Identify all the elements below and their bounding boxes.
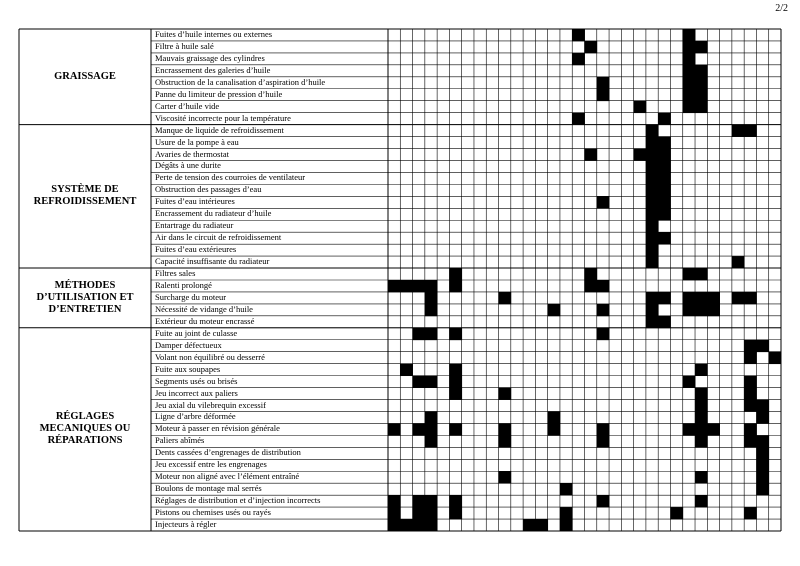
filled-cell xyxy=(523,519,536,531)
filled-cell xyxy=(646,256,659,268)
row-label-cell xyxy=(155,304,386,316)
filled-cell xyxy=(413,495,426,507)
filled-cell xyxy=(449,423,462,435)
filled-cell xyxy=(658,113,671,125)
filled-cell xyxy=(400,364,413,376)
row-label: Réglages de distribution et d’injection incorrects xyxy=(155,495,321,506)
filled-cell xyxy=(646,125,659,137)
filled-cell xyxy=(646,316,659,328)
row-label-cell xyxy=(155,196,386,208)
filled-cell xyxy=(597,196,610,208)
row-label: Avaries de thermostat xyxy=(155,148,229,159)
row-label-cell xyxy=(155,447,386,459)
row-label: Nécessité de vidange d’huile xyxy=(155,303,253,314)
filled-cell xyxy=(683,29,696,41)
filled-cell xyxy=(634,149,647,161)
row-label-cell xyxy=(155,352,386,364)
filled-cell xyxy=(744,292,757,304)
filled-cell xyxy=(658,149,671,161)
filled-cell xyxy=(449,495,462,507)
filled-cell xyxy=(646,172,659,184)
row-label: Surcharge du moteur xyxy=(155,291,227,302)
filled-cell xyxy=(449,376,462,388)
filled-cell xyxy=(683,423,696,435)
filled-cell xyxy=(449,280,462,292)
row-label-cell xyxy=(155,89,386,101)
filled-cell xyxy=(756,400,769,412)
filled-cell xyxy=(658,184,671,196)
filled-cell xyxy=(646,137,659,149)
row-label: Capacité insuffisante du radiateur xyxy=(155,256,270,267)
filled-cell xyxy=(658,292,671,304)
filled-cell xyxy=(425,519,438,531)
filled-cell xyxy=(400,519,413,531)
filled-cell xyxy=(695,89,708,101)
filled-cell xyxy=(744,376,757,388)
filled-cell xyxy=(560,483,573,495)
row-label: Damper défectueux xyxy=(155,339,222,350)
row-label: Moteur non aligné avec l’élément entraîné xyxy=(155,471,300,482)
row-label: Jeu axial du vilebrequin excessif xyxy=(155,399,266,410)
filled-cell xyxy=(658,172,671,184)
row-label-cell xyxy=(155,507,386,519)
filled-cell xyxy=(634,101,647,113)
filled-cell xyxy=(756,471,769,483)
filled-cell xyxy=(548,304,561,316)
filled-cell xyxy=(683,53,696,65)
row-label-cell xyxy=(155,125,386,137)
row-label-cell xyxy=(155,328,386,340)
filled-cell xyxy=(425,507,438,519)
filled-cell xyxy=(597,304,610,316)
filled-cell xyxy=(744,423,757,435)
filled-cell xyxy=(597,423,610,435)
filled-cell xyxy=(499,471,512,483)
row-label-cell xyxy=(155,77,386,89)
filled-cell xyxy=(658,208,671,220)
row-label-cell xyxy=(155,160,386,172)
filled-cell xyxy=(413,519,426,531)
row-label: Carter d’huile vide xyxy=(155,100,220,111)
row-label: Jeu incorrect aux paliers xyxy=(155,387,238,398)
filled-cell xyxy=(744,352,757,364)
filled-cell xyxy=(585,41,598,53)
section-cell xyxy=(19,125,151,268)
filled-cell xyxy=(683,89,696,101)
section-title: MÉTHODES D’UTILISATION ET D’ENTRETIEN xyxy=(36,279,134,315)
row-label-cell xyxy=(155,316,386,328)
filled-cell xyxy=(695,423,708,435)
filled-cell xyxy=(597,495,610,507)
filled-cell xyxy=(572,113,585,125)
row-label-cell xyxy=(155,435,386,447)
filled-cell xyxy=(548,411,561,423)
filled-cell xyxy=(449,328,462,340)
row-label: Jeu excessif entre les engrenages xyxy=(155,459,267,470)
row-label: Fuites d’eau extérieures xyxy=(155,244,237,255)
filled-cell xyxy=(413,280,426,292)
filled-cell xyxy=(683,101,696,113)
filled-cell xyxy=(388,507,401,519)
row-label: Entartrage du radiateur xyxy=(155,220,234,231)
row-label-cell xyxy=(155,280,386,292)
row-label: Perte de tension des courroies de ventilateur xyxy=(155,172,306,183)
filled-cell xyxy=(683,268,696,280)
row-label: Fuite aux soupapes xyxy=(155,363,221,374)
row-label-cell xyxy=(155,256,386,268)
filled-cell xyxy=(597,280,610,292)
row-label-cell xyxy=(155,244,386,256)
filled-cell xyxy=(695,364,708,376)
filled-cell xyxy=(646,292,659,304)
filled-cell xyxy=(572,53,585,65)
filled-cell xyxy=(597,435,610,447)
filled-cell xyxy=(646,304,659,316)
row-label-cell xyxy=(155,113,386,125)
section-cell xyxy=(19,268,151,328)
filled-cell xyxy=(560,507,573,519)
row-label-cell xyxy=(155,364,386,376)
filled-cell xyxy=(646,244,659,256)
filled-cell xyxy=(695,292,708,304)
filled-cell xyxy=(413,328,426,340)
row-label: Encrassement des galeries d’huile xyxy=(155,64,271,75)
filled-cell xyxy=(707,423,720,435)
row-label-cell xyxy=(155,65,386,77)
filled-cell xyxy=(695,101,708,113)
filled-cell xyxy=(756,483,769,495)
row-label-cell xyxy=(155,495,386,507)
section-title: GRAISSAGE xyxy=(54,70,116,82)
filled-cell xyxy=(732,125,745,137)
filled-cell xyxy=(744,125,757,137)
row-label: Moteur à passer en révision générale xyxy=(155,423,280,434)
filled-cell xyxy=(756,411,769,423)
row-label: Encrassement du radiateur d’huile xyxy=(155,208,272,219)
filled-cell xyxy=(646,220,659,232)
filled-cell xyxy=(658,232,671,244)
filled-cell xyxy=(425,435,438,447)
row-label: Usure de la pompe à eau xyxy=(155,136,239,147)
filled-cell xyxy=(449,388,462,400)
filled-cell xyxy=(425,376,438,388)
filled-cell xyxy=(683,77,696,89)
filled-cell xyxy=(585,268,598,280)
row-label-cell xyxy=(155,172,386,184)
row-label-cell xyxy=(155,137,386,149)
filled-cell xyxy=(585,280,598,292)
filled-cell xyxy=(683,65,696,77)
row-label: Filtres sales xyxy=(155,268,196,279)
filled-cell xyxy=(646,184,659,196)
row-label: Volant non équilibré ou desserré xyxy=(155,351,265,362)
row-label-cell xyxy=(155,220,386,232)
filled-cell xyxy=(658,160,671,172)
filled-cell xyxy=(695,435,708,447)
filled-cell xyxy=(732,292,745,304)
row-label: Dents cassées d’engrenages de distribution xyxy=(155,447,301,458)
filled-cell xyxy=(560,519,573,531)
filled-cell xyxy=(756,459,769,471)
filled-cell xyxy=(425,304,438,316)
filled-cell xyxy=(499,292,512,304)
filled-cell xyxy=(388,280,401,292)
row-label-cell xyxy=(155,376,386,388)
filled-cell xyxy=(683,376,696,388)
row-label: Obstruction des passages d’eau xyxy=(155,184,262,195)
row-label: Ligne d’arbre déformée xyxy=(155,411,236,422)
filled-cell xyxy=(646,149,659,161)
filled-cell xyxy=(597,77,610,89)
filled-cell xyxy=(732,256,745,268)
row-label-cell xyxy=(155,53,386,65)
row-label-cell xyxy=(155,268,386,280)
filled-cell xyxy=(548,423,561,435)
filled-cell xyxy=(646,208,659,220)
filled-cell xyxy=(646,160,659,172)
filled-cell xyxy=(744,435,757,447)
filled-cell xyxy=(695,411,708,423)
filled-cell xyxy=(744,400,757,412)
row-label-cell xyxy=(155,411,386,423)
filled-cell xyxy=(425,423,438,435)
filled-cell xyxy=(707,292,720,304)
section-title: SYSTÈME DE REFROIDISSEMENT xyxy=(33,184,137,208)
filled-cell xyxy=(670,507,683,519)
filled-cell xyxy=(499,435,512,447)
row-label: Paliers abîmés xyxy=(155,435,205,446)
filled-cell xyxy=(695,400,708,412)
filled-cell xyxy=(658,137,671,149)
filled-cell xyxy=(646,232,659,244)
filled-cell xyxy=(744,388,757,400)
filled-cell xyxy=(756,435,769,447)
filled-cell xyxy=(707,304,720,316)
row-label-cell xyxy=(155,483,386,495)
row-label-cell xyxy=(155,292,386,304)
filled-cell xyxy=(499,423,512,435)
filled-cell xyxy=(597,89,610,101)
filled-cell xyxy=(388,495,401,507)
filled-cell xyxy=(695,495,708,507)
filled-cell xyxy=(585,149,598,161)
row-label-cell xyxy=(155,400,386,412)
row-label-cell xyxy=(155,471,386,483)
row-label: Fuites d’huile internes ou externes xyxy=(155,29,273,39)
filled-cell xyxy=(695,388,708,400)
row-label-cell xyxy=(155,340,386,352)
filled-cell xyxy=(695,41,708,53)
filled-cell xyxy=(646,196,659,208)
row-label: Panne du limiteur de pression d’huile xyxy=(155,88,283,99)
filled-cell xyxy=(425,411,438,423)
row-label-cell xyxy=(155,29,386,41)
row-label: Fuites d’eau intérieures xyxy=(155,196,235,207)
row-label: Viscosité incorrecte pour la température xyxy=(155,112,291,123)
filled-cell xyxy=(425,328,438,340)
filled-cell xyxy=(695,471,708,483)
filled-cell xyxy=(413,507,426,519)
filled-cell xyxy=(658,316,671,328)
filled-cell xyxy=(683,292,696,304)
filled-cell xyxy=(744,507,757,519)
filled-cell xyxy=(572,29,585,41)
filled-cell xyxy=(449,268,462,280)
row-label: Pistons ou chemises usés ou rayés xyxy=(155,507,271,518)
filled-cell xyxy=(756,340,769,352)
row-label: Boulons de montage mal serrés xyxy=(155,483,262,494)
filled-cell xyxy=(683,304,696,316)
row-label-cell xyxy=(155,519,386,531)
row-label: Filtre à huile salé xyxy=(155,40,214,51)
filled-cell xyxy=(499,388,512,400)
row-label-cell xyxy=(155,101,386,113)
filled-cell xyxy=(683,41,696,53)
row-label: Air dans le circuit de refroidissement xyxy=(155,232,282,243)
row-label-cell xyxy=(155,423,386,435)
filled-cell xyxy=(769,352,782,364)
filled-cell xyxy=(425,495,438,507)
section-title: RÉGLAGES MECANIQUES OU RÉPARATIONS xyxy=(39,411,131,447)
page-number: 2/2 xyxy=(775,3,788,14)
row-label: Extérieur du moteur encrassé xyxy=(155,315,255,326)
filled-cell xyxy=(597,328,610,340)
filled-cell xyxy=(449,364,462,376)
row-label-cell xyxy=(155,388,386,400)
filled-cell xyxy=(695,77,708,89)
row-label-cell xyxy=(155,184,386,196)
row-label: Fuite au joint de culasse xyxy=(155,327,238,338)
row-label-cell xyxy=(155,459,386,471)
filled-cell xyxy=(535,519,548,531)
row-label: Manque de liquide de refroidissement xyxy=(155,124,284,135)
section-cell xyxy=(19,29,151,125)
row-label: Injecteurs à régler xyxy=(155,519,217,530)
row-label: Mauvais graissage des cylindres xyxy=(155,52,265,63)
filled-cell xyxy=(388,423,401,435)
row-label-cell xyxy=(155,208,386,220)
filled-cell xyxy=(658,196,671,208)
row-label-cell xyxy=(155,41,386,53)
row-label-cell xyxy=(155,149,386,161)
row-label: Ralenti prolongé xyxy=(155,280,212,290)
filled-cell xyxy=(695,304,708,316)
filled-cell xyxy=(413,423,426,435)
filled-cell xyxy=(744,340,757,352)
filled-cell xyxy=(400,280,413,292)
filled-cell xyxy=(425,280,438,292)
row-label: Obstruction de la canalisation d’aspiration d’huile xyxy=(155,76,326,87)
filled-cell xyxy=(449,507,462,519)
section-cell xyxy=(19,328,151,531)
filled-cell xyxy=(695,268,708,280)
row-label: Segments usés ou brisés xyxy=(155,375,238,386)
filled-cell xyxy=(413,376,426,388)
filled-cell xyxy=(425,292,438,304)
row-label: Dégâts à une durite xyxy=(155,160,221,171)
filled-cell xyxy=(388,519,401,531)
row-label-cell xyxy=(155,232,386,244)
filled-cell xyxy=(756,447,769,459)
filled-cell xyxy=(695,65,708,77)
